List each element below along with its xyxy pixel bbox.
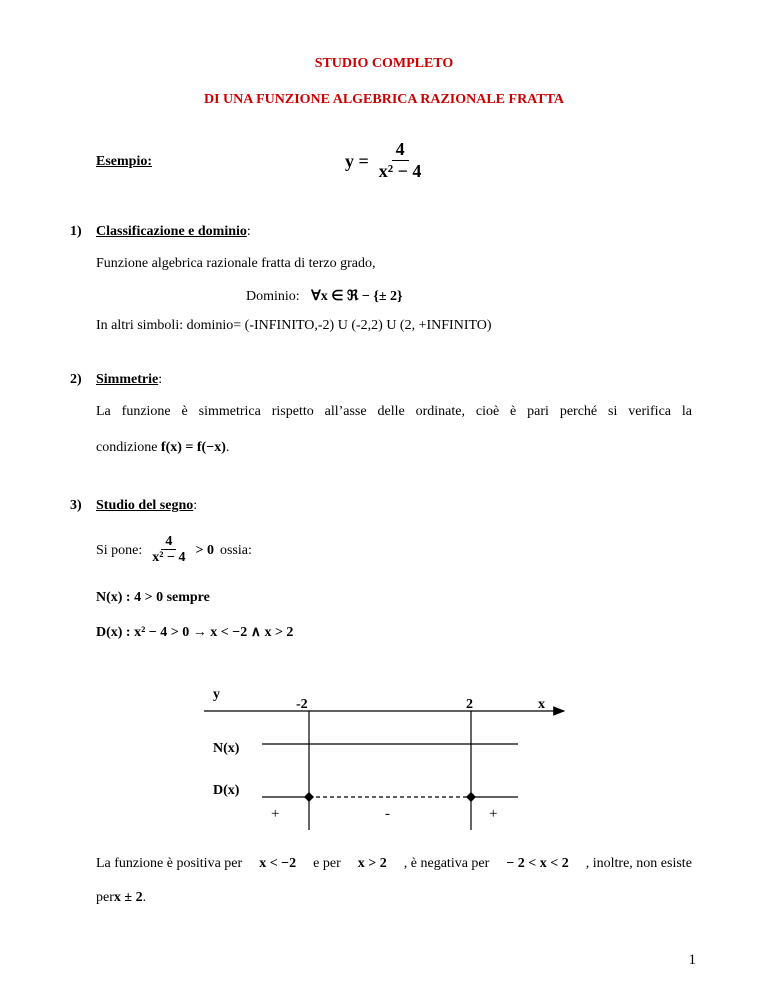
section1-number: 1)	[70, 224, 82, 239]
row-label-numerator: N(x)	[213, 741, 240, 756]
section2-colon: :	[158, 372, 163, 387]
section2-number: 2)	[70, 372, 82, 387]
conclusion-line2-formula: x ± 2	[113, 890, 143, 905]
diamond-marker-2	[466, 792, 476, 802]
section1-colon: :	[246, 224, 251, 239]
section1-heading: Classificazione e dominio	[96, 224, 247, 239]
section1-text: Funzione algebrica razionale fratta di terzo grado,	[96, 256, 376, 271]
example-numerator: 4	[392, 140, 409, 161]
diamond-marker-minus-2	[304, 792, 314, 802]
tick-label-2: 2	[466, 697, 473, 712]
tick-label-minus-2: -2	[296, 697, 308, 712]
symmetry-suffix: .	[225, 440, 230, 455]
y-axis-label: y	[213, 687, 220, 702]
example-label: Esempio:	[96, 154, 152, 169]
pose-relation: > 0	[195, 542, 214, 558]
conclusion-line2-prefix: per	[96, 890, 114, 905]
conclusion-formula-2: x > 2	[357, 856, 387, 871]
conclusion-formula-1: x < −2	[259, 856, 297, 871]
symmetry-formula: f(x) = f(−x)	[160, 440, 226, 455]
conclusion-line1	[96, 856, 692, 872]
example-lhs: y =	[345, 150, 369, 171]
section3-heading: Studio del segno	[96, 498, 194, 513]
example-denominator: x² − 4	[378, 160, 422, 181]
section2-heading: Simmetrie	[96, 372, 159, 387]
symmetry-prefix: condizione	[96, 440, 158, 455]
conclusion-formula-3: − 2 < x < 2	[506, 856, 569, 871]
conclusion-text-b: e per	[313, 856, 341, 871]
document-subtitle: DI UNA FUNZIONE ALGEBRICA RAZIONALE FRATTA	[203, 92, 565, 107]
domain-alt-symbols: In altri simboli: dominio= (-INFINITO,-2) U (-2,2) U (2, +INFINITO)	[96, 318, 492, 333]
conclusion-text-a: La funzione è positiva per	[96, 856, 243, 871]
x-axis-label: x	[538, 697, 545, 712]
conclusion-line2	[96, 890, 146, 906]
row-label-denominator: D(x)	[213, 783, 240, 798]
pose-numerator: 4	[161, 534, 176, 550]
sign-middle: -	[385, 806, 390, 822]
section2-text-line1: La funzione è simmetrica rispetto all’asse delle ordinate, cioè è pari perché si verifica la	[96, 404, 692, 419]
pose-suffix: ossia:	[219, 542, 252, 558]
page-number: 1	[688, 952, 696, 968]
sign-right: +	[489, 806, 498, 822]
domain-label: Dominio:	[246, 289, 300, 304]
domain-formula: ∀x ∈ ℜ − {± 2}	[311, 289, 403, 304]
pose-prefix: Si pone:	[96, 542, 143, 558]
section3-number: 3)	[70, 498, 82, 513]
document-title: STUDIO COMPLETO	[314, 56, 454, 71]
numerator-condition: N(x) : 4 > 0 sempre	[96, 590, 210, 605]
denominator-condition: D(x) : x² − 4 > 0 → x < −2 ∧ x > 2	[96, 625, 294, 640]
conclusion-text-d: , inoltre, non esiste	[585, 856, 692, 871]
sign-left: +	[271, 806, 280, 822]
pose-denominator: x² − 4	[152, 550, 186, 566]
conclusion-line2-suffix: .	[142, 890, 147, 905]
conclusion-text-c: , è negativa per	[403, 856, 490, 871]
section3-colon: :	[193, 498, 198, 513]
